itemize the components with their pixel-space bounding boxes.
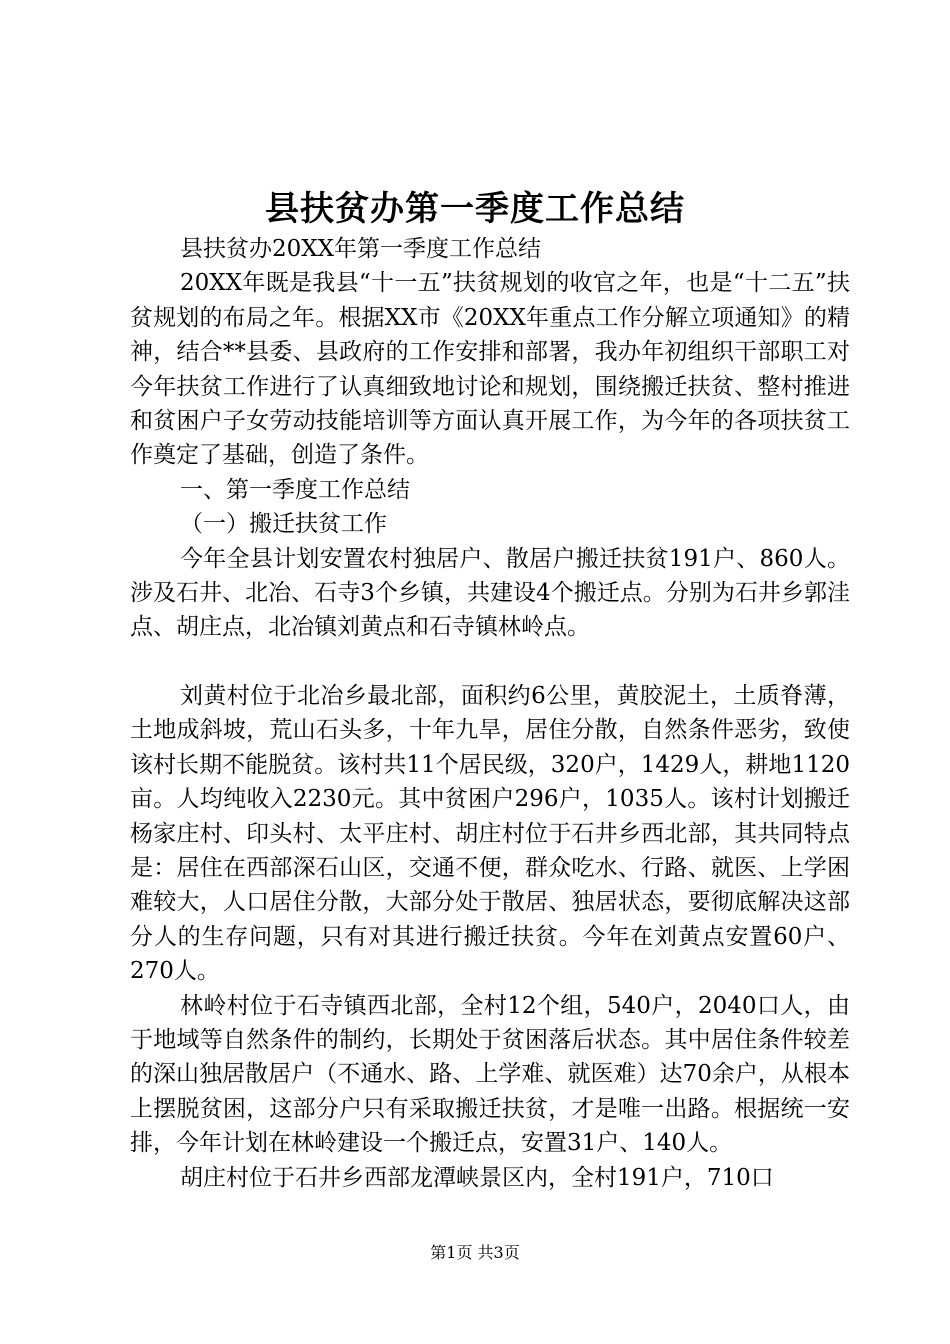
relocation-plan-paragraph: 今年全县计划安置农村独居户、散居户搬迁扶贫191户、860人。涉及石井、北冶、石寺3个乡镇，共建设4个搬迁点。分别为石井乡郭洼点、胡庄点，北冶镇刘黄点和石寺镇林岭点。 [130,545,850,641]
subsection-heading: （一）搬迁扶贫工作 [180,511,387,538]
document-title: 县扶贫办第一季度工作总结 [265,189,685,229]
document-body [130,232,850,1195]
intro-paragraph: 20XX年既是我县“十一五”扶贫规划的收官之年，也是“十二五”扶贫规划的布局之年。根据XX市《20XX年重点工作分解立项通知》的精神，结合**县委、县政府的工作安排和部署，我办年初组织干部职工对今年扶贫工作进行了认真细致地讨论和规划，围绕搬迁扶贫、整村推进和贫困户子女劳动技能培训等方面认真开展工作，为今年的各项扶贫工作奠定了基础，创造了条件。 [130,270,850,469]
paragraph-spacer [130,645,850,679]
huzhuang-village-paragraph: 胡庄村位于石井乡西部龙潭峡景区内，全村191户，710口 [180,1164,774,1191]
subtitle-paragraph: 县扶贫办20XX年第一季度工作总结 [180,236,542,262]
page-footer: 第1页 共3页 [430,1243,520,1262]
section-heading: 一、第一季度工作总结 [180,476,410,503]
linling-village-paragraph: 林岭村位于石寺镇西北部，全村12个组，540户，2040口人，由于地域等自然条件的制约，长期处于贫困落后状态。其中居住条件较差的深山独居散居户（不通水、路、上学难、就医难）达70余户，从根本上摆脱贫困，这部分户只有采取搬迁扶贫，才是唯一出路。根据统一安排，今年计划在林岭建设一个搬迁点，安置31户、140人。 [130,992,850,1157]
liuhuang-village-paragraph: 刘黄村位于北冶乡最北部，面积约6公里，黄胶泥土，土质脊薄，土地成斜坡，荒山石头多，十年九旱，居住分散，自然条件恶劣，致使该村长期不能脱贫。该村共11个居民级，320户，1429人，耕地1120亩。人均纯收入2230元。其中贫困户296户，1035人。该村计划搬迁杨家庄村、印头村、太平庄村、胡庄村位于石井乡西北部，其共同特点是：居住在西部深石山区，交通不便，群众吃水、行路、就医、上学困难较大，人口居住分散，大部分处于散居、独居状态，要彻底解决这部分人的生存问题，只有对其进行搬迁扶贫。今年在刘黄点安置60户、270人。 [130,682,850,985]
